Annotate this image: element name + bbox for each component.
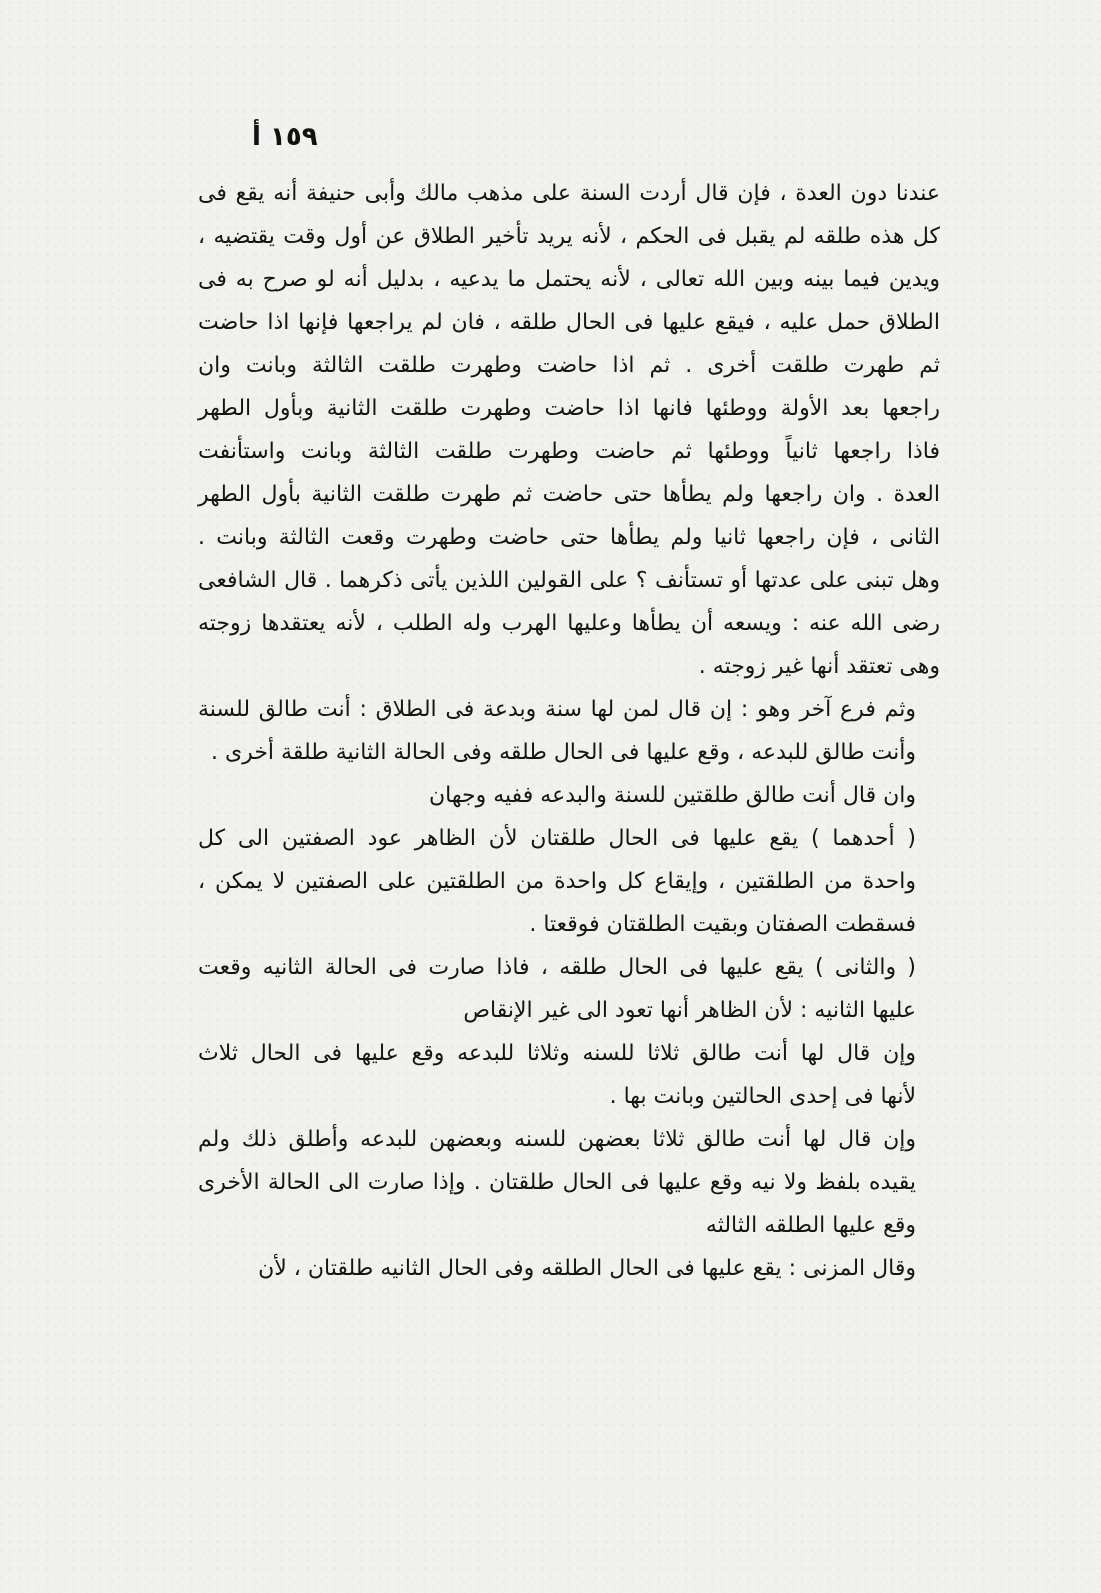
text-line: فاذا راجعها ثانياً ووطئها ثم حاضت وطهرت طلقت الثالثة وبانت واستأنفت [198,439,940,464]
text-line: وإن قال لها أنت طالق ثلاثا للسنه وثلاثا للبدعه وقع عليها فى الحال ثلاث [198,1041,916,1066]
text-line: ( أحدهما ) يقع عليها فى الحال طلقتان لأن الظاهر عود الصفتين الى كل [198,826,916,851]
text-line: واحدة من الطلقتين ، وإيقاع كل واحدة من الطلقتين على الصفتين لا يمكن ، [198,869,916,894]
text-line: العدة . وان راجعها ولم يطأها حتى حاضت ثم طهرت طلقت الثانية بأول الطهر [198,482,940,507]
text-line: رضى الله عنه : ويسعه أن يطأها وعليها الهرب وله الطلب ، لأنه يعتقدها زوجته [198,611,940,636]
text-line: لأنها فى إحدى الحالتين وبانت بها . [609,1084,916,1109]
paragraph [198,946,940,1032]
text-line: فسقطت الصفتان وبقيت الطلقتان فوقعتا . [529,912,916,937]
text-line: ويدين فيما بينه وبين الله تعالى ، لأنه يحتمل ما يدعيه ، بدليل أنه لو صرح به فى [198,267,940,292]
text-line: وقع عليها الطلقه الثالثه [705,1213,916,1238]
text-line: راجعها بعد الأولة ووطئها فانها اذا حاضت وطهرت طلقت الثانية وبأول الطهر [198,396,940,421]
paragraph [198,688,940,774]
text-line: يقيده بلفظ ولا نيه وقع عليها فى الحال طلقتان . وإذا صارت الى الحالة الأخرى [198,1170,916,1195]
text-line: وقال المزنى : يقع عليها فى الحال الطلقه وفى الحال الثانيه طلقتان ، لأن [258,1256,916,1281]
text-line: ثم طهرت طلقت أخرى . ثم اذا حاضت وطهرت طلقت الثالثة وبانت وان [198,353,940,378]
text-line: وثم فرع آخر وهو : إن قال لمن لها سنة وبدعة فى الطلاق : أنت طالق للسنة [198,697,916,722]
text-body [198,172,940,1290]
text-line: وان قال أنت طالق طلقتين للسنة والبدعه ففيه وجهان [429,783,916,808]
paragraph [198,1032,940,1118]
text-line: وهل تبنى على عدتها أو تستأنف ؟ على القولين اللذين يأتى ذكرهما . قال الشافعى [198,568,940,593]
text-line: عندنا دون العدة ، فإن قال أردت السنة على مذهب مالك وأبى حنيفة أنه يقع فى [198,181,940,206]
text-line: عليها الثانيه : لأن الظاهر أنها تعود الى غير الإنقاص [463,998,916,1023]
page-number: ١٥٩ أ [252,122,318,152]
paragraph [198,1247,940,1290]
paragraph [198,1118,940,1247]
text-line: الثانى ، فإن راجعها ثانيا ولم يطأها حتى حاضت وطهرت وقعت الثالثة وبانت . [198,525,940,550]
text-line: ( والثانى ) يقع عليها فى الحال طلقه ، فاذا صارت فى الحالة الثانيه وقعت [198,955,916,980]
text-line: كل هذه طلقه لم يقبل فى الحكم ، لأنه يريد تأخير الطلاق عن أول وقت يقتضيه ، [198,224,940,249]
paragraph [198,172,940,688]
text-line: وإن قال لها أنت طالق ثلاثا بعضهن للسنه وبعضهن للبدعه وأطلق ذلك ولم [198,1127,916,1152]
paragraph [198,774,940,817]
text-line: وهى تعتقد أنها غير زوجته . [698,654,940,679]
text-line: وأنت طالق للبدعه ، وقع عليها فى الحال طلقه وفى الحالة الثانية طلقة أخرى . [210,740,916,765]
text-line: الطلاق حمل عليه ، فيقع عليها فى الحال طلقه ، فان لم يراجعها فإنها اذا حاضت [198,310,940,335]
paragraph [198,817,940,946]
